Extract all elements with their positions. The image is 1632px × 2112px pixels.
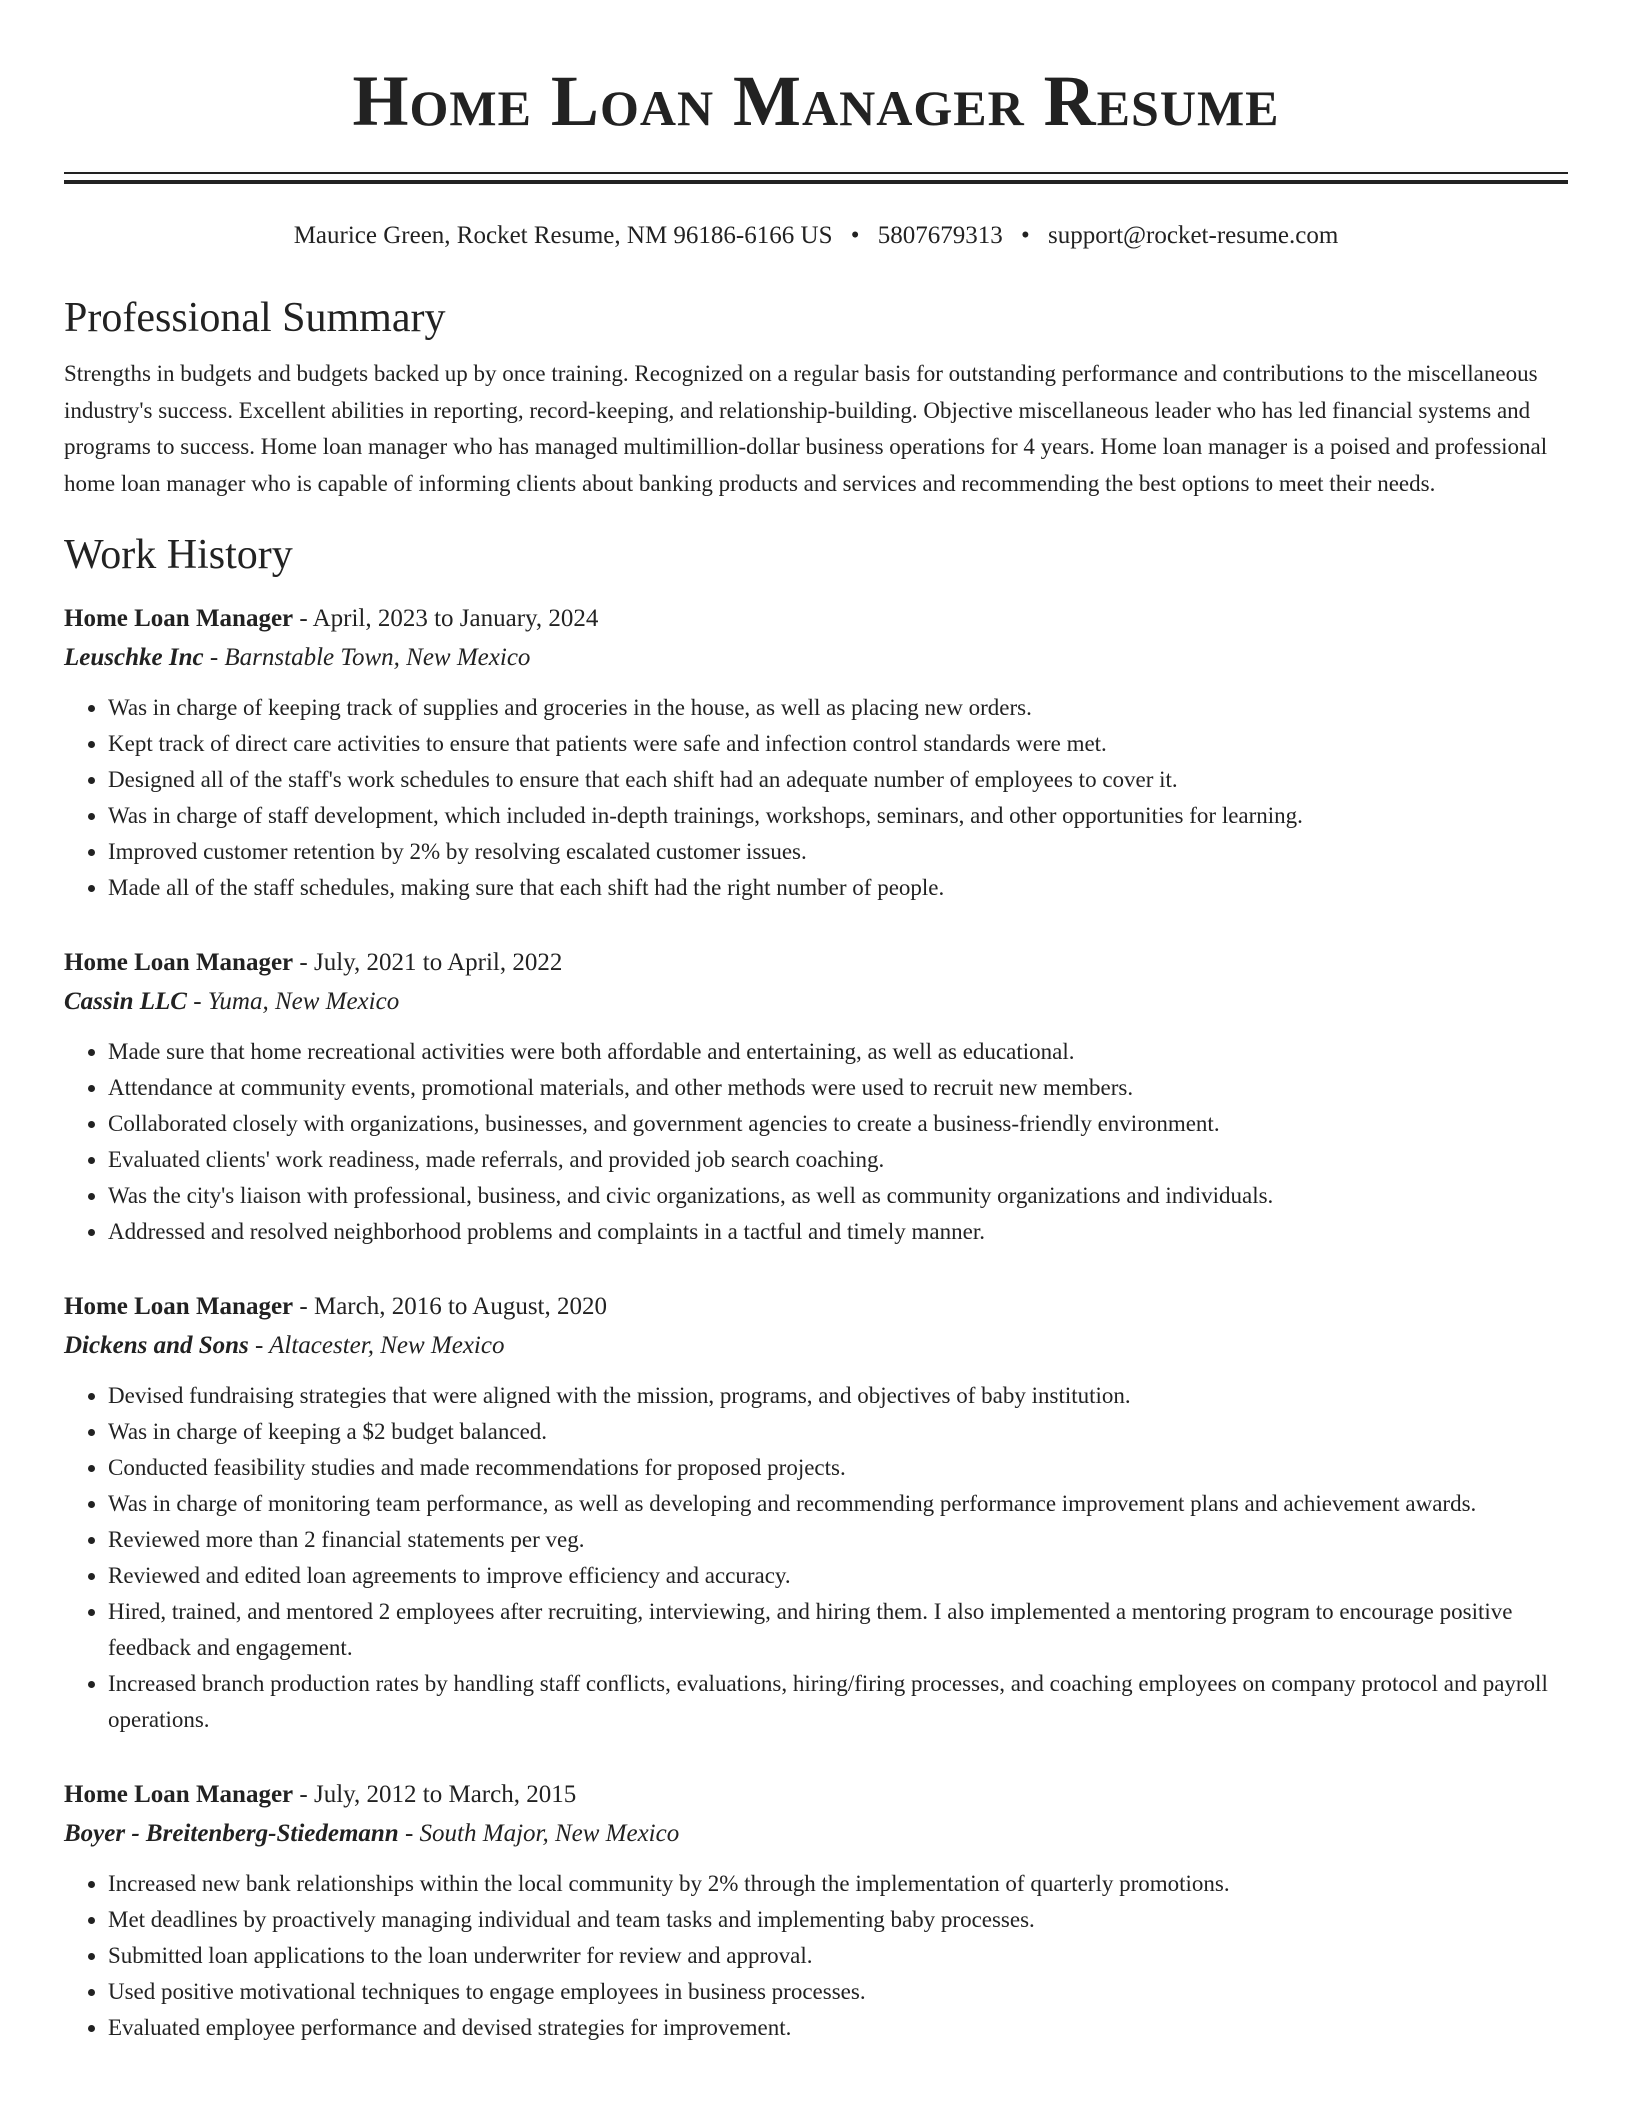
job-entry: [64, 944, 1568, 1250]
job-header: [64, 944, 1568, 982]
job-company: Dickens and Sons: [64, 1332, 249, 1359]
job-duties-list: [64, 1378, 1568, 1738]
job-duties-list: [64, 1034, 1568, 1250]
duty-list-item: • Submitted loan applications to the loan underwriter for review and approval.: [108, 1938, 1568, 1974]
work-history-list: [64, 600, 1568, 2046]
duty-list-item: • Evaluated clients' work readiness, made referrals, and provided job search coaching.: [108, 1142, 1568, 1178]
duty-list-item: • Was in charge of staff development, which included in-depth trainings, workshops, seminars, and other opportunities for learning.: [108, 798, 1568, 834]
job-role: Home Loan Manager: [64, 605, 294, 632]
contact-address: Maurice Green, Rocket Resume, NM 96186-6166 US: [293, 222, 833, 249]
duty-list-item: • Hired, trained, and mentored 2 employees after recruiting, interviewing, and hiring them. I also implemented a mentoring program to encourage positive feedback and engagement.: [108, 1594, 1568, 1666]
job-entry: [64, 600, 1568, 906]
summary-heading: Professional Summary: [64, 295, 446, 341]
duty-list-item: • Was the city's liaison with professional, business, and civic organizations, as well as community organizations and individuals.: [108, 1178, 1568, 1214]
duty-list-item: • Devised fundraising strategies that were aligned with the mission, programs, and objectives of baby institution.: [108, 1378, 1568, 1414]
duty-list-item: • Evaluated employee performance and devised strategies for improvement.: [108, 2010, 1568, 2046]
job-dates: - July, 2012 to March, 2015: [293, 1781, 577, 1808]
contact-separator: •: [850, 222, 860, 249]
duty-list-item: • Conducted feasibility studies and made recommendations for proposed projects.: [108, 1450, 1568, 1486]
job-company-line: [64, 638, 1568, 678]
summary-text: Strengths in budgets and budgets backed up by once training. Recognized on a regular basis for outstanding performance and contributions to the miscellaneous industry's success. Excellent abilities in reporting, record-keeping, and relationship-building. Objective miscellaneous leader who has led financial systems and programs to success. Home loan manager who has managed multimillion-dollar business operations for 4 years. Home loan manager is a poised and professional home loan manager who is capable of informing clients about banking products and services and recommending the best options to meet their needs.: [64, 361, 1548, 496]
job-dates: - March, 2016 to August, 2020: [293, 1293, 608, 1320]
duty-list-item: • Made all of the staff schedules, making sure that each shift had the right number of people.: [108, 870, 1568, 906]
contact-line: [64, 221, 1568, 251]
duty-list-item: • Was in charge of keeping track of supplies and groceries in the house, as well as placing new orders.: [108, 690, 1568, 726]
job-entry: [64, 1776, 1568, 2046]
job-role: Home Loan Manager: [64, 949, 294, 976]
duty-list-item: • Designed all of the staff's work schedules to ensure that each shift had an adequate number of employees to cover it.: [108, 762, 1568, 798]
duty-list-item: • Addressed and resolved neighborhood problems and complaints in a tactful and timely manner.: [108, 1214, 1568, 1250]
contact-separator: •: [1021, 222, 1030, 249]
job-header: [64, 1288, 1568, 1326]
divider-thin-line: [64, 172, 1568, 174]
duty-list-item: • Collaborated closely with organizations, businesses, and government agencies to create a business-friendly environment.: [108, 1106, 1568, 1142]
job-location: - Altacester, New Mexico: [248, 1332, 505, 1359]
duty-list-item: • Improved customer retention by 2% by resolving escalated customer issues.: [108, 834, 1568, 870]
contact-email: support@rocket-resume.com: [1048, 222, 1339, 249]
duty-list-item: • Increased branch production rates by handling staff conflicts, evaluations, hiring/firing processes, and coaching employees on company protocol and payroll operations.: [108, 1666, 1568, 1738]
job-role: Home Loan Manager: [64, 1781, 294, 1808]
job-header: [64, 600, 1568, 638]
job-entry: [64, 1288, 1568, 1738]
duty-list-item: • Was in charge of keeping a $2 budget balanced.: [108, 1414, 1568, 1450]
job-company: Leuschke Inc: [64, 644, 204, 671]
job-company-line: [64, 1814, 1568, 1854]
job-duties-list: [64, 690, 1568, 906]
contact-phone: 5807679313: [877, 222, 1003, 249]
job-dates: - April, 2023 to January, 2024: [293, 605, 599, 632]
duty-list-item: • Used positive motivational techniques to engage employees in business processes.: [108, 1974, 1568, 2010]
job-company: Cassin LLC: [64, 988, 187, 1015]
job-company-line: [64, 982, 1568, 1022]
duty-list-item: • Kept track of direct care activities to ensure that patients were safe and infection control standards were met.: [108, 726, 1568, 762]
duty-list-item: • Made sure that home recreational activities were both affordable and entertaining, as well as educational.: [108, 1034, 1568, 1070]
page-title: Home Loan Manager Resume: [352, 61, 1280, 141]
work-history-heading: Work History: [64, 532, 293, 578]
job-location: - Barnstable Town, New Mexico: [203, 644, 531, 671]
duty-list-item: • Was in charge of monitoring team performance, as well as developing and recommending performance improvement plans and achievement awards.: [108, 1486, 1568, 1522]
duty-list-item: • Attendance at community events, promotional materials, and other methods were used to recruit new members.: [108, 1070, 1568, 1106]
job-role: Home Loan Manager: [64, 1293, 294, 1320]
job-dates: - July, 2021 to April, 2022: [293, 949, 563, 976]
job-location: - Yuma, New Mexico: [186, 988, 400, 1015]
duty-list-item: • Reviewed and edited loan agreements to improve efficiency and accuracy.: [108, 1558, 1568, 1594]
job-location: - South Major, New Mexico: [398, 1820, 680, 1847]
duty-list-item: • Increased new bank relationships within the local community by 2% through the implementation of quarterly promotions.: [108, 1866, 1568, 1902]
job-company-line: [64, 1326, 1568, 1366]
job-header: [64, 1776, 1568, 1814]
divider-thick-line: [64, 180, 1568, 184]
duty-list-item: • Reviewed more than 2 financial statements per veg.: [108, 1522, 1568, 1558]
title-divider: [64, 172, 1568, 184]
duty-list-item: • Met deadlines by proactively managing individual and team tasks and implementing baby processes.: [108, 1902, 1568, 1938]
job-duties-list: [64, 1866, 1568, 2046]
job-company: Boyer - Breitenberg-Stiedemann: [64, 1820, 399, 1847]
